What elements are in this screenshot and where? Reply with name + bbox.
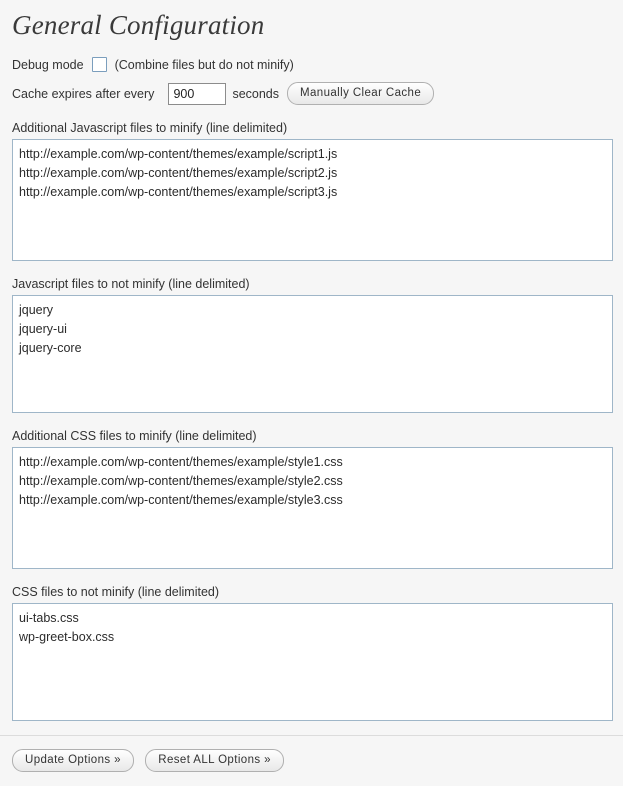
debug-mode-hint: (Combine files but do not minify) bbox=[114, 57, 294, 72]
css-not-minify-textarea[interactable] bbox=[12, 603, 613, 721]
css-minify-label: Additional CSS files to minify (line delimited) bbox=[12, 429, 257, 443]
debug-mode-checkbox[interactable] bbox=[92, 57, 107, 72]
reset-all-options-button[interactable]: Reset ALL Options » bbox=[145, 749, 284, 772]
cache-expiry-label-after: seconds bbox=[232, 86, 279, 101]
debug-mode-row bbox=[12, 57, 613, 72]
css-not-minify-label: CSS files to not minify (line delimited) bbox=[12, 585, 220, 599]
manually-clear-cache-button[interactable]: Manually Clear Cache bbox=[287, 82, 434, 105]
footer-divider bbox=[0, 735, 623, 736]
js-minify-label: Additional Javascript files to minify (line delimited) bbox=[12, 121, 288, 135]
css-minify-textarea[interactable] bbox=[12, 447, 613, 569]
update-options-button[interactable]: Update Options » bbox=[12, 749, 134, 772]
footer-actions bbox=[12, 749, 284, 772]
cache-expiry-row bbox=[12, 82, 613, 105]
js-minify-textarea[interactable] bbox=[12, 139, 613, 261]
cache-expiry-input[interactable] bbox=[168, 83, 226, 105]
cache-expiry-label-before: Cache expires after every bbox=[12, 86, 155, 101]
js-not-minify-textarea[interactable] bbox=[12, 295, 613, 413]
page-title: General Configuration bbox=[12, 10, 265, 40]
debug-mode-label: Debug mode bbox=[12, 57, 84, 72]
js-not-minify-label: Javascript files to not minify (line delimited) bbox=[12, 277, 250, 291]
